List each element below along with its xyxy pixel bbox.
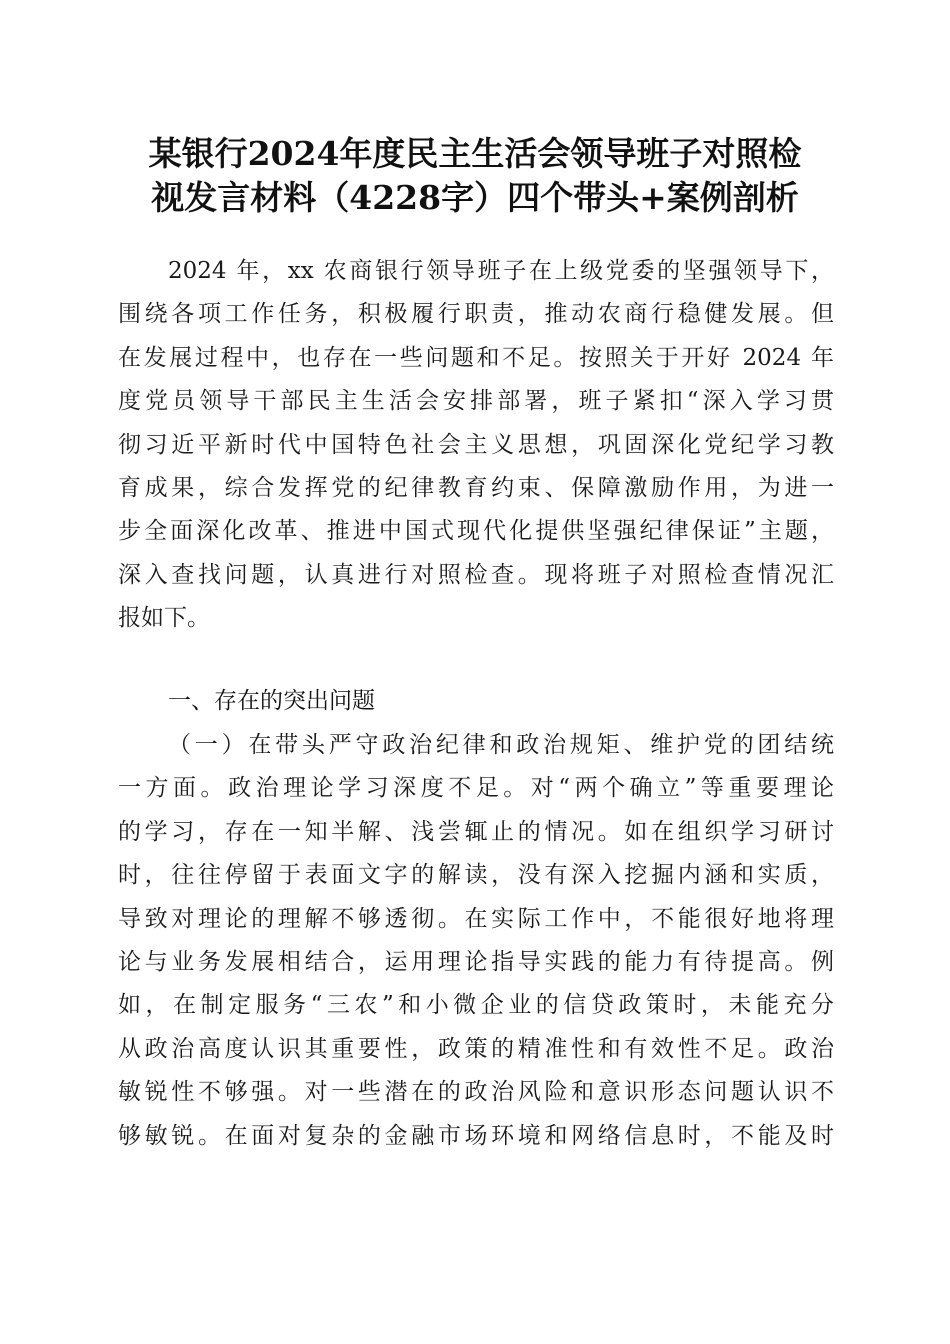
paragraph-line: 深入查找问题，认真进行对照检查。现将班子对照检查情况汇: [118, 561, 834, 588]
paragraph-line: 时，往往停留于表面文字的解读，没有深入挖掘内涵和实质，: [118, 862, 834, 889]
title-line-1: 某银行2024年度民主生活会领导班子对照检: [148, 134, 802, 173]
paragraph-line: 2024 年，xx 农商银行领导班子在上级党委的坚强领导下，: [168, 258, 834, 284]
paragraph-line: 一方面。政治理论学习深度不足。对“两个确立”等重要理论: [118, 775, 834, 802]
paragraph-line: 的学习，存在一知半解、浅尝辄止的情况。如在组织学习研讨: [118, 818, 834, 845]
paragraph-line: 度党员领导干部民主生活会安排部署，班子紧扣“深入学习贯: [118, 388, 834, 415]
paragraph-line: 如，在制定服务“三农”和小微企业的信贷政策时，未能充分: [118, 992, 834, 1019]
paragraph-line: （一）在带头严守政治纪律和政治规矩、维护党的团结统: [168, 732, 834, 758]
paragraph-line: 报如下。: [118, 605, 210, 632]
paragraph-line: 够敏锐。在面对复杂的金融市场环境和网络信息时，不能及时: [118, 1122, 834, 1149]
paragraph-line: 在发展过程中，也存在一些问题和不足。按照关于开好 2024 年: [118, 344, 834, 371]
intro-paragraph: [118, 250, 834, 641]
paragraph-line: 敏锐性不够强。对一些潜在的政治风险和意识形态问题认识不: [118, 1079, 834, 1106]
issue-paragraph: [118, 724, 834, 1158]
paragraph-line: 论与业务发展相结合，运用理论指导实践的能力有待提高。例: [118, 948, 834, 975]
paragraph-line: 彻习近平新时代中国特色社会主义思想，巩固深化党纪学习教: [118, 431, 834, 458]
paragraph-line: 围绕各项工作任务，积极履行职责，推动农商行稳健发展。但: [118, 301, 834, 328]
section-heading: 一、存在的突出问题: [168, 688, 375, 714]
paragraph-line: 导致对理论的理解不够透彻。在实际工作中，不能很好地将理: [118, 905, 834, 932]
document-title: [100, 132, 850, 220]
paragraph-line: 从政治高度认识其重要性，政策的精准性和有效性不足。政治: [118, 1035, 834, 1062]
paragraph-line: 步全面深化改革、推进中国式现代化提供坚强纪律保证”主题，: [118, 518, 834, 545]
title-line-2: 视发言材料（4228字）四个带头+案例剖析: [151, 178, 799, 217]
paragraph-line: 育成果，综合发挥党的纪律教育约束、保障激励作用，为进一: [118, 474, 834, 501]
